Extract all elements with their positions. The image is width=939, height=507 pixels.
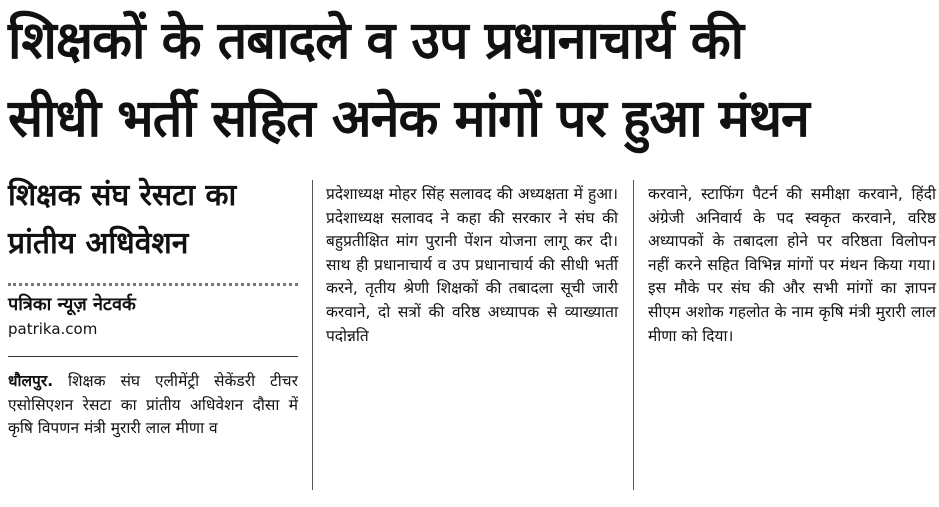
column-divider-2 bbox=[633, 180, 634, 490]
headline-line-2: सीधी भर्ती सहित अनेक मांगों पर हुआ मंथन bbox=[8, 89, 809, 149]
site-name: patrika.com bbox=[8, 320, 98, 338]
column-1-text: शिक्षक संघ एलीमेंट्री सेकेंडरी टीचर एसोसिएशन रेसटा का प्रांतीय अधिवेशन दौसा में कृषि विपणन मंत्री मुरारी लाल मीणा व bbox=[8, 372, 298, 438]
article-column-1 bbox=[8, 370, 298, 441]
byline: पत्रिका न्यूज़ नेटवर्क bbox=[8, 294, 136, 315]
headline bbox=[8, 2, 933, 158]
column-divider-1 bbox=[312, 180, 313, 490]
dateline: धौलपुर. bbox=[8, 372, 54, 390]
subheadline-line-2: प्रांतीय अधिवेशन bbox=[8, 226, 189, 261]
article-column-2: प्रदेशाध्यक्ष मोहर सिंह सलावद की अध्यक्षता में हुआ। प्रदेशाध्यक्ष सलावद ने कहा की सरकार ने संघ की बहुप्रतीक्षित मांग पुरानी पेंशन योजना लागू कर दी। साथ ही प्रधानाचार्य व उप प्रधानाचार्य की सीधी भर्ती करने, तृतीय श्रेणी शिक्षकों की तबादला सूची जारी करवाने, दो सत्रों की वरिष्ठ अध्यापक से व्याख्याता पदोन्नति bbox=[326, 185, 618, 345]
article-column-3: करवाने, स्टाफिंग पैटर्न की समीक्षा करवाने, हिंदी अंग्रेजी अनिवार्य के पद स्वकृत करवाने, वरिष्ठ अध्यापकों के तबादला होने पर वरिष्ठता विलोपन नहीं करने सहित विभिन्न मांगों पर मंथन किया गया। इस मौके पर संघ की और सभी मांगों का ज्ञापन सीएम अशोक गहलोत के नाम कृषि मंत्री मुरारी लाल मीणा को दिया। bbox=[648, 185, 936, 345]
dotted-divider bbox=[8, 283, 298, 286]
headline-line-1: शिक्षकों के तबादले व उप प्रधानाचार्य की bbox=[8, 11, 744, 71]
subheadline-line-1: शिक्षक संघ रेसटा का bbox=[8, 178, 237, 213]
byline-rule bbox=[8, 356, 298, 357]
subheadline bbox=[8, 172, 298, 268]
